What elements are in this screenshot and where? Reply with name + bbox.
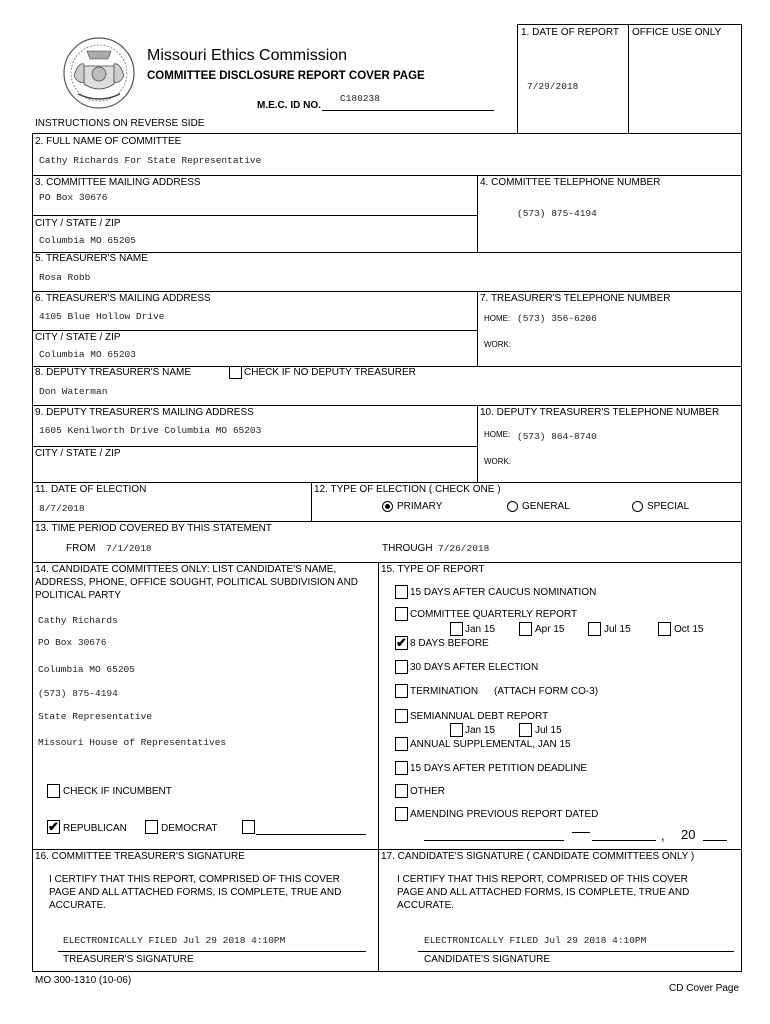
democrat-checkbox[interactable] [145, 820, 158, 834]
amend-date-comma: , [661, 828, 665, 843]
caucus-label: 15 DAYS AFTER CAUCUS NOMINATION [410, 587, 597, 598]
form-title: COMMITTEE DISCLOSURE REPORT COVER PAGE [147, 70, 425, 82]
incumbent-checkbox[interactable] [47, 784, 60, 798]
deputy-address-label: 9. DEPUTY TREASURER'S MAILING ADDRESS [35, 407, 254, 418]
semiannual-checkbox[interactable] [395, 709, 408, 723]
candidate-cert-line-3: ACCURATE. [397, 900, 455, 911]
committee-name-label: 2. FULL NAME OF COMMITTEE [35, 136, 182, 147]
semi-jan15-label: Jan 15 [465, 725, 496, 736]
quarterly-checkbox[interactable] [395, 607, 408, 621]
report-type-label: 15. TYPE OF REPORT [381, 564, 485, 575]
from-value[interactable]: 7/1/2018 [106, 543, 152, 554]
through-label: THROUGH [382, 543, 433, 554]
termination-label: TERMINATION [410, 686, 479, 697]
q-jul15-label: Jul 15 [604, 624, 631, 635]
no-deputy-checkbox[interactable] [229, 366, 242, 379]
other-report-label: OTHER [410, 786, 445, 797]
committee-csz-label: CITY / STATE / ZIP [35, 218, 121, 229]
q-jan15-label: Jan 15 [465, 624, 496, 635]
from-label: FROM [66, 543, 96, 554]
page-name: CD Cover Page [669, 983, 740, 994]
treasurer-cert-line-3: ACCURATE. [49, 900, 107, 911]
treasurer-csz-value[interactable]: Columbia MO 65203 [39, 349, 136, 360]
mec-id-label: M.E.C. ID NO. [257, 100, 321, 111]
annual-label: ANNUAL SUPPLEMENTAL, JAN 15 [410, 739, 571, 750]
amend-dash-icon [572, 832, 590, 833]
treasurer-home-value[interactable]: (573) 356-6206 [517, 313, 597, 324]
q-apr15-label: Apr 15 [535, 624, 565, 635]
eight-days-checkbox[interactable]: ✔ [396, 635, 407, 650]
candidate-cert-line-2: PAGE AND ALL ATTACHED FORMS, IS COMPLETE, TRUE AND [397, 887, 690, 898]
q-jan15-checkbox[interactable] [450, 622, 463, 636]
treasurer-signature-section-label: 16. COMMITTEE TREASURER'S SIGNATURE [35, 851, 245, 862]
committee-address-value[interactable]: PO Box 30676 [39, 192, 108, 203]
other-report-checkbox[interactable] [395, 784, 408, 798]
committee-phone-value[interactable]: (573) 875-4194 [517, 208, 597, 219]
amending-label: AMENDING PREVIOUS REPORT DATED [410, 809, 599, 820]
thirty-days-label: 30 DAYS AFTER ELECTION [410, 662, 539, 673]
semi-jul15-checkbox[interactable] [519, 723, 532, 737]
primary-radio[interactable] [382, 501, 393, 512]
quarterly-label: COMMITTEE QUARTERLY REPORT [410, 609, 578, 620]
deputy-phone-label: 10. DEPUTY TREASURER'S TELEPHONE NUMBER [480, 407, 720, 418]
incumbent-label: CHECK IF INCUMBENT [63, 786, 172, 797]
q-oct15-checkbox[interactable] [658, 622, 671, 636]
through-value[interactable]: 7/26/2018 [438, 543, 490, 554]
mec-id-value[interactable]: C180238 [340, 93, 380, 104]
candidate-csz-value[interactable]: Columbia MO 65205 [38, 664, 135, 675]
eight-days-label: 8 DAYS BEFORE [410, 638, 489, 649]
q-apr15-checkbox[interactable] [519, 622, 532, 636]
treasurer-csz-label: CITY / STATE / ZIP [35, 332, 121, 343]
candidate-info-label-1: 14. CANDIDATE COMMITTEES ONLY: LIST CANDIDATE'S NAME, [35, 564, 337, 575]
caucus-checkbox[interactable] [395, 585, 408, 599]
termination-attach-note: (ATTACH FORM CO-3) [494, 686, 599, 697]
date-of-report-label: 1. DATE OF REPORT [521, 27, 619, 38]
treasurer-address-value[interactable]: 4105 Blue Hollow Drive [39, 311, 165, 322]
republican-checkbox[interactable]: ✔ [48, 819, 59, 834]
treasurer-filed-stamp: ELECTRONICALLY FILED Jul 29 2018 4:10PM [63, 935, 286, 946]
deputy-address-value[interactable]: 1605 Kenilworth Drive Columbia MO 65203 [39, 425, 262, 436]
treasurer-address-label: 6. TREASURER'S MAILING ADDRESS [35, 293, 211, 304]
treasurer-phone-label: 7. TREASURER'S TELEPHONE NUMBER [480, 293, 671, 304]
deputy-work-label: WORK: [484, 457, 512, 466]
treasurer-work-label: WORK: [484, 340, 512, 349]
org-name: Missouri Ethics Commission [147, 47, 348, 64]
q-oct15-label: Oct 15 [674, 624, 704, 635]
other-party-checkbox[interactable] [242, 820, 255, 834]
time-period-label: 13. TIME PERIOD COVERED BY THIS STATEMENT [35, 523, 272, 534]
treasurer-cert-line-1: I CERTIFY THAT THIS REPORT, COMPRISED OF THIS COVER [49, 874, 340, 885]
amend-year-prefix: 20 [681, 827, 696, 842]
special-radio[interactable] [632, 501, 643, 512]
primary-label: PRIMARY [397, 501, 443, 512]
general-label: GENERAL [522, 501, 570, 512]
amending-checkbox[interactable] [395, 807, 408, 821]
committee-phone-label: 4. COMMITTEE TELEPHONE NUMBER [480, 177, 661, 188]
termination-checkbox[interactable] [395, 684, 408, 698]
candidate-signature-section-label: 17. CANDIDATE'S SIGNATURE ( CANDIDATE COMMITTEES ONLY ) [381, 851, 695, 862]
candidate-address-value[interactable]: PO Box 30676 [38, 637, 107, 648]
semi-jan15-checkbox[interactable] [450, 723, 463, 737]
candidate-info-label-2: ADDRESS, PHONE, OFFICE SOUGHT, POLITICAL SUBDIVISION AND [35, 577, 359, 588]
committee-address-label: 3. COMMITTEE MAILING ADDRESS [35, 177, 201, 188]
candidate-filed-stamp: ELECTRONICALLY FILED Jul 29 2018 4:10PM [424, 935, 647, 946]
date-of-report-value[interactable]: 7/29/2018 [527, 81, 579, 92]
treasurer-home-label: HOME: [484, 314, 511, 323]
petition-label: 15 DAYS AFTER PETITION DEADLINE [410, 763, 588, 774]
deputy-home-value[interactable]: (573) 864-8740 [517, 431, 597, 442]
form-number: MO 300-1310 (10-06) [35, 975, 132, 986]
deputy-name-value[interactable]: Don Waterman [39, 386, 108, 397]
deputy-csz-label: CITY / STATE / ZIP [35, 448, 121, 459]
no-deputy-label: CHECK IF NO DEPUTY TREASURER [244, 367, 416, 378]
deputy-name-label: 8. DEPUTY TREASURER'S NAME [35, 367, 192, 378]
candidate-cert-line-1: I CERTIFY THAT THIS REPORT, COMPRISED OF THIS COVER [397, 874, 688, 885]
committee-name-value[interactable]: Cathy Richards For State Representative [39, 155, 262, 166]
candidate-office-value[interactable]: State Representative [38, 711, 153, 722]
committee-csz-value[interactable]: Columbia MO 65205 [39, 235, 136, 246]
election-date-value[interactable]: 8/7/2018 [39, 503, 85, 514]
annual-checkbox[interactable] [395, 737, 408, 751]
treasurer-signature-label: TREASURER'S SIGNATURE [63, 954, 194, 965]
q-jul15-checkbox[interactable] [588, 622, 601, 636]
election-type-label: 12. TYPE OF ELECTION ( CHECK ONE ) [314, 484, 501, 495]
instructions-note: INSTRUCTIONS ON REVERSE SIDE [35, 118, 205, 129]
office-use-label: OFFICE USE ONLY [632, 27, 722, 38]
petition-checkbox[interactable] [395, 761, 408, 775]
candidate-info-label-3: POLITICAL PARTY [35, 590, 121, 601]
state-seal-icon [62, 36, 136, 110]
semi-jul15-label: Jul 15 [535, 725, 562, 736]
candidate-name-value[interactable]: Cathy Richards [38, 615, 118, 626]
democrat-label: DEMOCRAT [161, 823, 218, 834]
republican-label: REPUBLICAN [63, 823, 127, 834]
candidate-subdivision-value[interactable]: Missouri House of Representatives [38, 737, 227, 748]
general-radio[interactable] [507, 501, 518, 512]
candidate-signature-label: CANDIDATE'S SIGNATURE [424, 954, 550, 965]
thirty-days-checkbox[interactable] [395, 660, 408, 674]
special-label: SPECIAL [647, 501, 690, 512]
candidate-phone-value[interactable]: (573) 875-4194 [38, 688, 118, 699]
election-date-label: 11. DATE OF ELECTION [35, 484, 147, 495]
deputy-home-label: HOME: [484, 430, 511, 439]
treasurer-cert-line-2: PAGE AND ALL ATTACHED FORMS, IS COMPLETE, TRUE AND [49, 887, 342, 898]
treasurer-name-value[interactable]: Rosa Robb [39, 272, 91, 283]
semiannual-label: SEMIANNUAL DEBT REPORT [410, 711, 549, 722]
treasurer-name-label: 5. TREASURER'S NAME [35, 253, 148, 264]
